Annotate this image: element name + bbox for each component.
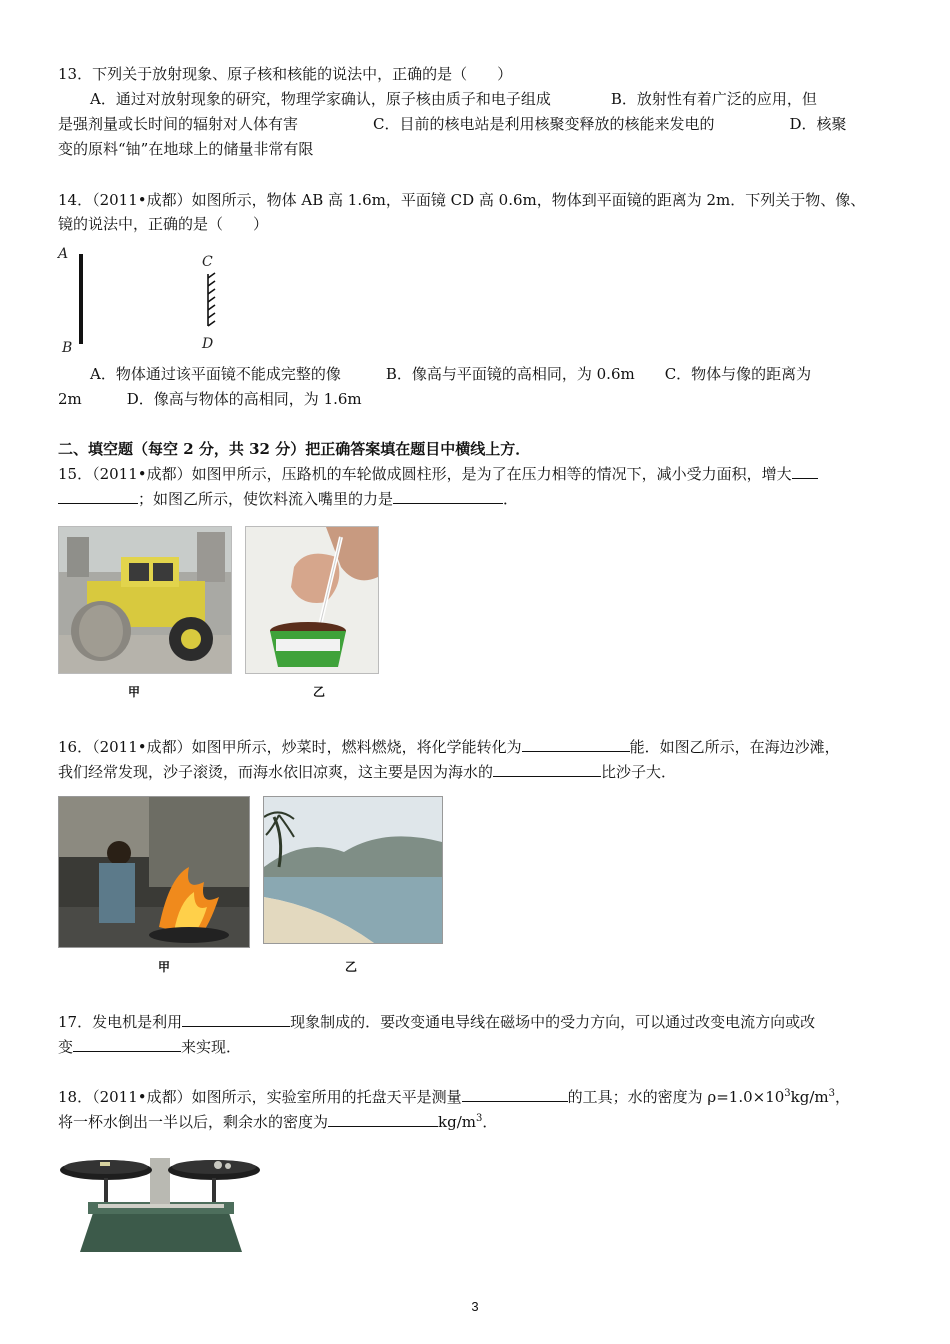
q15-text2: ；如图乙所示，使饮料流入嘴里的力是 <box>138 490 394 508</box>
q18-sup2: 3 <box>828 1088 836 1099</box>
q13-options-line2: 是强剂量或长时间的辐射对人体有害 C．目前的核电站是利用核聚变释放的核能来发电的 D．核聚 <box>58 115 847 133</box>
page-number: 3 <box>471 1299 479 1314</box>
q14-stem-cont: 镜的说法中，正确的是（ ） <box>58 215 269 233</box>
q17-text1: 17．发电机是利用 <box>58 1013 183 1031</box>
q16-line2 <box>58 761 676 782</box>
q18-sup1: 3 <box>784 1088 791 1099</box>
q15-text1: 15．（2011•成都）如图甲所示，压路机的车轮做成圆柱形，是为了在压力相等的情况下，减小受力面积，增大 <box>58 465 792 483</box>
mirror-object-diagram <box>56 244 226 356</box>
straw-drink-photo <box>245 526 379 674</box>
q13-options-line1: A．通过对放射现象的研究，物理学家确认，原子核由质子和电子组成 B．放射性有着广泛的应用，但 <box>90 90 817 108</box>
q14-options-line2: 2m D．像高与物体的高相同，为 1.6m <box>58 390 362 408</box>
q18-text5: 将一杯水倒出一半以后，剩余水的密度为 <box>58 1113 329 1131</box>
q16-text4: 比沙子大． <box>601 763 677 781</box>
label-d: D <box>202 336 214 352</box>
q17-text4: 来实现． <box>181 1038 242 1056</box>
q18-sup3: 3 <box>475 1113 483 1124</box>
q18-text2: 的工具；水的密度为 ρ=1.0×10 <box>567 1088 785 1106</box>
beach-photo <box>263 796 443 944</box>
label-b: B <box>62 340 73 356</box>
q17-text3: 变 <box>58 1038 74 1056</box>
q18-blank1 <box>462 1086 568 1102</box>
q15-caption-a: 甲 <box>128 685 141 699</box>
q14-options-line1: A．物体通过该平面镜不能成完整的像 B．像高与平面镜的高相同，为 0.6m C．物体与像的距离为 <box>90 365 812 383</box>
q15-caption-b: 乙 <box>313 685 326 699</box>
q15-text3: ． <box>503 490 519 508</box>
q15-line2 <box>58 488 518 509</box>
q18-text7: ． <box>482 1113 498 1131</box>
label-a: A <box>58 246 69 262</box>
q17-text2: 现象制成的．要改变通电导线在磁场中的受力方向，可以通过改变电流方向或改 <box>290 1013 816 1031</box>
label-c: C <box>202 254 213 270</box>
q16-blank2 <box>493 761 601 777</box>
q16-blank1 <box>522 736 630 752</box>
q18-text6: kg/m <box>438 1113 476 1131</box>
q18-blank2 <box>328 1111 438 1127</box>
q18-text4: ， <box>835 1088 851 1106</box>
q16-caption-b: 乙 <box>345 960 358 974</box>
q15-blank1-start <box>792 463 818 479</box>
road-roller-photo <box>58 526 232 674</box>
mirror-cd <box>208 273 215 326</box>
q15-blank2 <box>393 488 503 504</box>
balance-scale-photo <box>58 1140 262 1256</box>
q17-blank1 <box>182 1011 290 1027</box>
q13-options-line3: 变的原料“铀”在地球上的储量非常有限 <box>58 140 314 158</box>
cooking-fire-photo <box>58 796 250 948</box>
q16-text2: 能．如图乙所示，在海边沙滩， <box>629 738 840 756</box>
q16-caption-a: 甲 <box>158 960 171 974</box>
q17-blank2 <box>73 1036 181 1052</box>
q14-stem: 14．（2011•成都）如图所示，物体 AB 高 1.6m，平面镜 CD 高 0.6m，物体到平面镜的距离为 2m．下列关于物、像、 <box>58 191 866 209</box>
q18-text1: 18．（2011•成都）如图所示，实验室所用的托盘天平是测量 <box>58 1088 462 1106</box>
q18-text3: kg/m <box>790 1088 829 1106</box>
q13-stem: 13．下列关于放射现象、原子核和核能的说法中，正确的是（ ） <box>58 65 513 83</box>
q16-line1 <box>58 736 840 757</box>
q15-line1 <box>58 463 818 484</box>
q16-text3: 我们经常发现，沙子滚烫，而海水依旧凉爽，这主要是因为海水的 <box>58 763 494 781</box>
q18-line1 <box>58 1086 850 1107</box>
q18-line2 <box>58 1111 497 1132</box>
q16-text1: 16．（2011•成都）如图甲所示，炒菜时，燃料燃烧，将化学能转化为 <box>58 738 522 756</box>
q17-line1 <box>58 1011 815 1032</box>
q17-line2 <box>58 1036 241 1057</box>
q15-blank1-end <box>58 488 138 504</box>
section-heading: 二、填空题（每空 2 分，共 32 分）把正确答案填在题目中横线上方． <box>58 440 531 458</box>
